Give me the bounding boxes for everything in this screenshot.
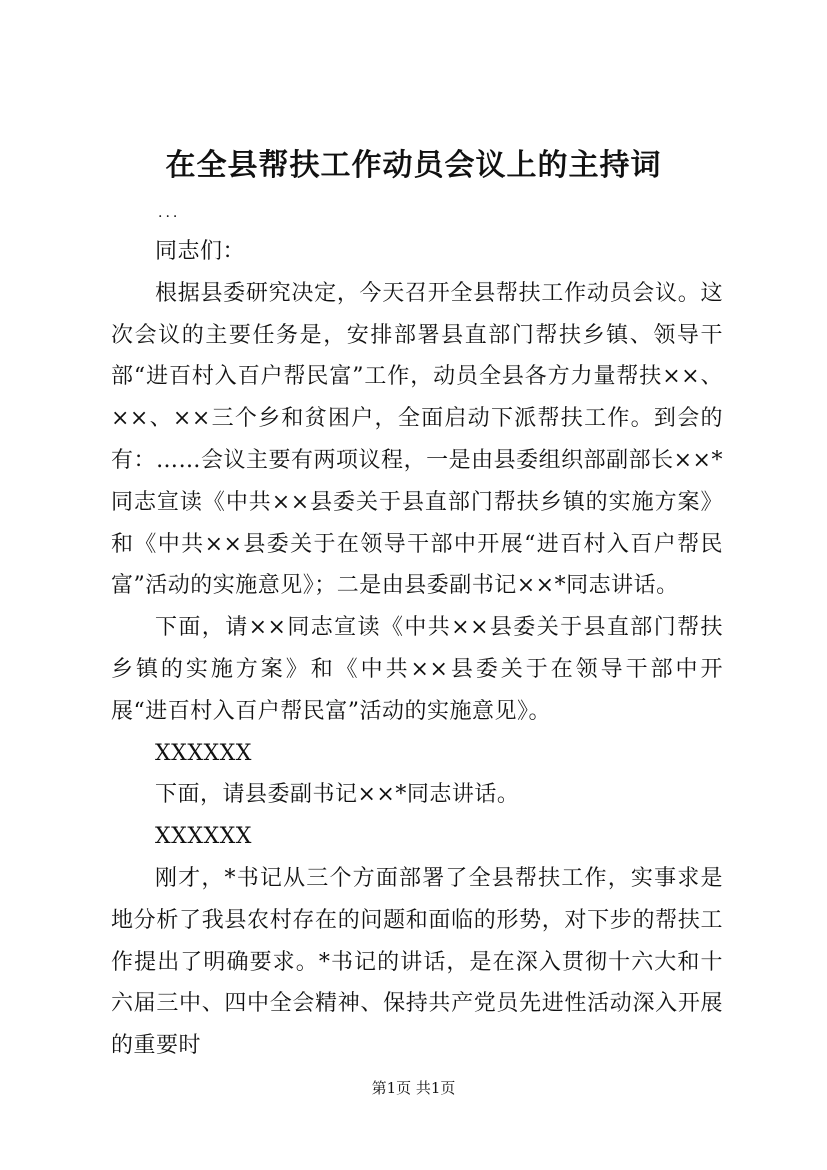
placeholder-paragraph: XXXXXX xyxy=(155,740,252,766)
ellipsis-marker: ... xyxy=(158,205,181,221)
page-footer: 第1页 共1页 xyxy=(371,1079,456,1097)
body-paragraph: 刚才，*书记从三个方面部署了全县帮扶工作，实事求是地分析了我县农村存在的问题和面临的形势，对下步的帮扶工作提出了明确要求。*书记的讲话，是在深入贯彻十六大和十六届三中、四中全会精神、保持共产党员先进性活动深入开展的重要时 xyxy=(111,865,723,1059)
document-title: 在全县帮扶工作动员会议上的主持词 xyxy=(165,148,662,183)
body-paragraph: 下面，请××同志宣读《中共××县委关于县直部门帮扶乡镇的实施方案》和《中共××县委关于在领导干部中开展“进百村入百户帮民富”活动的实施意见》。 xyxy=(111,615,723,724)
document-body xyxy=(111,231,723,1067)
placeholder-paragraph: XXXXXX xyxy=(155,824,252,850)
body-paragraph: 根据县委研究决定，今天召开全县帮扶工作动员会议。这次会议的主要任务是，安排部署县直部门帮扶乡镇、领导干部“进百村入百户帮民富”工作，动员全县各方力量帮扶××、××、××三个乡和贫困户，全面启动下派帮扶工作。到会的有：……会议主要有两项议程，一是由县委组织部副部长××*同志宣读《中共××县委关于县直部门帮扶乡镇的实施方案》和《中共××县委关于在领导干部中开展“进百村入百户帮民富”活动的实施意见》；二是由县委副书记××*同志讲话。 xyxy=(111,280,723,599)
greeting-paragraph: 同志们： xyxy=(155,239,246,264)
body-paragraph: 下面，请县委副书记××*同志讲话。 xyxy=(155,782,520,808)
